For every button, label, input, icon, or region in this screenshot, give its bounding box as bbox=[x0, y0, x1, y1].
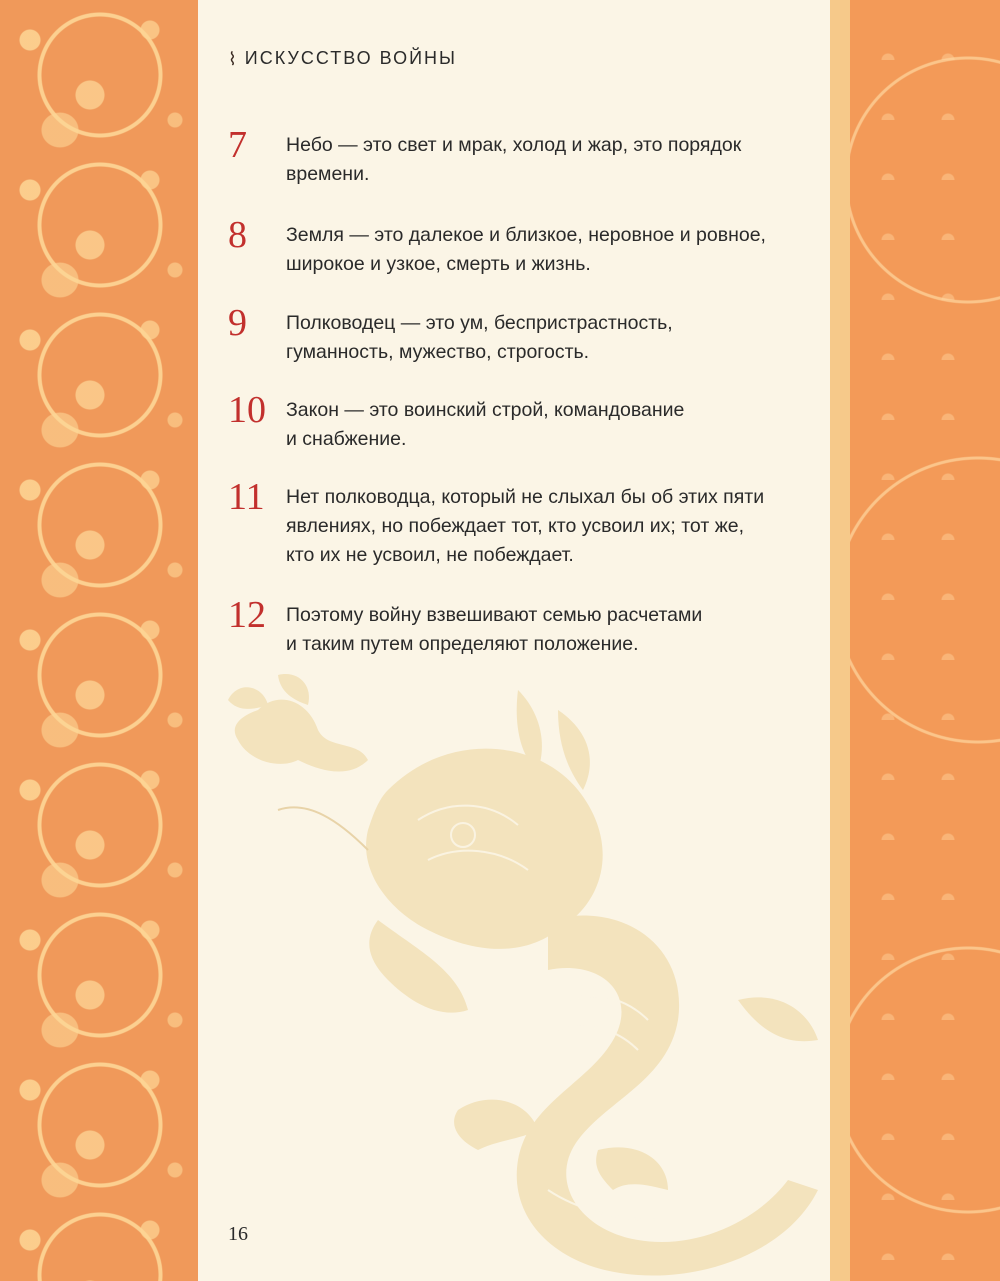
verse-8 bbox=[228, 214, 808, 279]
verse-number: 8 bbox=[228, 214, 247, 256]
dragon-illustration bbox=[218, 670, 838, 1280]
ornament-icon: ⌇ bbox=[228, 48, 237, 69]
text-page bbox=[198, 0, 830, 1281]
verse-line: широкое и узкое, смерть и жизнь. bbox=[286, 253, 591, 275]
running-header-title: ИСКУССТВО ВОЙНЫ bbox=[244, 48, 457, 68]
verse-text bbox=[286, 131, 741, 189]
verse-line: Нет полководца, который не слыхал бы об этих пяти bbox=[286, 486, 765, 508]
left-vine-pattern bbox=[0, 0, 198, 1281]
verse-line: Земля — это далекое и близкое, неровное и ровное, bbox=[286, 224, 766, 246]
verse-11 bbox=[228, 476, 808, 570]
verse-line: Поэтому войну взвешивают семью расчетами bbox=[286, 604, 703, 626]
running-header bbox=[228, 48, 457, 69]
verse-line: Полководец — это ум, беспристрастность, bbox=[286, 312, 673, 334]
verse-text bbox=[286, 309, 673, 367]
page-number: 16 bbox=[228, 1223, 248, 1245]
verse-7 bbox=[228, 124, 808, 189]
verse-line: явлениях, но побеждает тот, кто усвоил их; тот же, bbox=[286, 515, 745, 537]
verse-line: кто их не усвоил, не побеждает. bbox=[286, 544, 574, 566]
verse-line: времени. bbox=[286, 163, 370, 185]
verse-10 bbox=[228, 389, 808, 454]
verse-line: гуманность, мужество, строгость. bbox=[286, 341, 590, 363]
verse-number: 10 bbox=[228, 389, 266, 431]
verse-line: Небо — это свет и мрак, холод и жар, это порядок bbox=[286, 134, 742, 156]
verse-line: и таким путем определяют положение. bbox=[286, 633, 639, 655]
verse-text bbox=[286, 601, 702, 659]
verse-line: и снабжение. bbox=[286, 428, 407, 450]
verse-text bbox=[286, 483, 764, 570]
verse-number: 11 bbox=[228, 476, 265, 518]
verse-text bbox=[286, 396, 684, 454]
right-floral-border bbox=[848, 0, 1000, 1281]
verse-number: 7 bbox=[228, 124, 247, 166]
verse-text bbox=[286, 221, 766, 279]
verse-line: Закон — это воинский строй, командование bbox=[286, 399, 685, 421]
verse-number: 9 bbox=[228, 302, 247, 344]
verse-12 bbox=[228, 594, 808, 659]
verse-9 bbox=[228, 302, 808, 367]
verse-number: 12 bbox=[228, 594, 266, 636]
